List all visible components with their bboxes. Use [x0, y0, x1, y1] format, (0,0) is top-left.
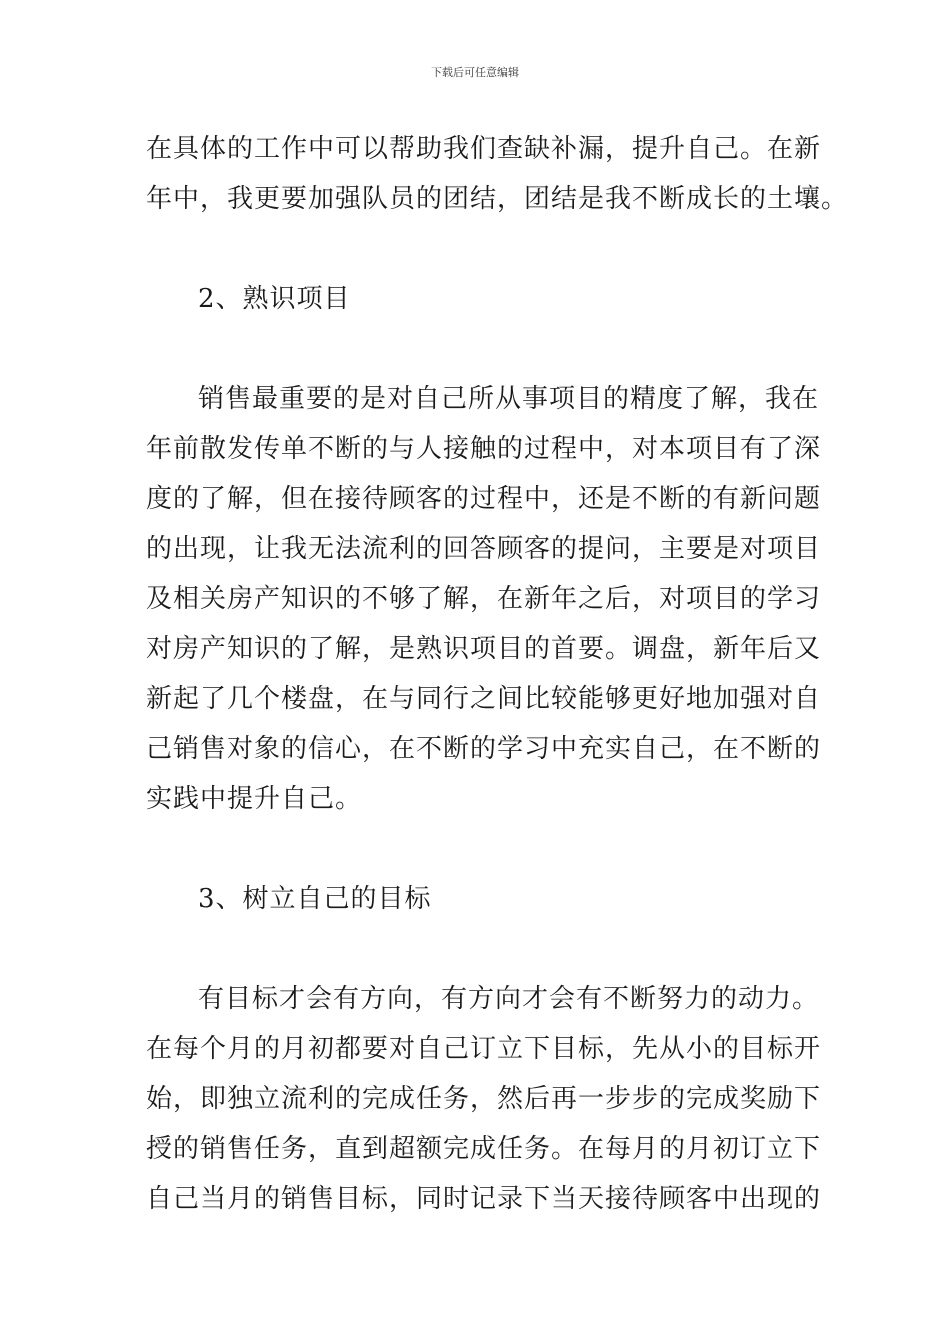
section-heading-3 — [146, 874, 810, 924]
text-line: 始，即独立流利的完成任务，然后再一步步的完成奖励下 — [146, 1084, 822, 1114]
page-header: 下载后可任意编辑 — [431, 66, 519, 79]
text-line: 在具体的工作中可以帮助我们查缺补漏，提升自己。在新 — [146, 134, 822, 164]
text-line: 及相关房产知识的不够了解，在新年之后，对项目的学习 — [146, 584, 822, 614]
text-line: 授的销售任务，直到超额完成任务。在每月的月初订立下 — [146, 1134, 822, 1164]
text-line: 的出现，让我无法流利的回答顾客的提问，主要是对项目 — [146, 534, 822, 564]
text-line: 度的了解，但在接待顾客的过程中，还是不断的有新问题 — [146, 484, 822, 514]
text-line: 对房产知识的了解，是熟识项目的首要。调盘，新年后又 — [146, 634, 822, 664]
text-line: 有目标才会有方向，有方向才会有不断努力的动力。 — [198, 984, 820, 1014]
text-line: 年前散发传单不断的与人接触的过程中，对本项目有了深 — [146, 434, 822, 464]
text-line: 在每个月的月初都要对自己订立下目标，先从小的目标开 — [146, 1034, 822, 1064]
paragraph-goals — [146, 974, 822, 1224]
text-line: 自己当月的销售目标，同时记录下当天接待顾客中出现的 — [146, 1184, 822, 1214]
heading-text: 2、熟识项目 — [198, 284, 351, 314]
text-line: 新起了几个楼盘，在与同行之间比较能够更好地加强对自 — [146, 684, 822, 714]
text-line: 实践中提升自己。 — [146, 784, 363, 814]
text-line: 销售最重要的是对自己所从事项目的精度了解，我在 — [198, 384, 820, 414]
heading-text: 3、树立自己的目标 — [198, 884, 432, 914]
section-heading-2 — [146, 274, 810, 324]
text-line: 年中，我更要加强队员的团结，团结是我不断成长的土壤。 — [146, 184, 849, 214]
paragraph-project — [146, 374, 822, 824]
text-line: 己销售对象的信心，在不断的学习中充实自己，在不断的 — [146, 734, 822, 764]
paragraph-intro — [146, 124, 849, 224]
document-body — [146, 124, 849, 1224]
